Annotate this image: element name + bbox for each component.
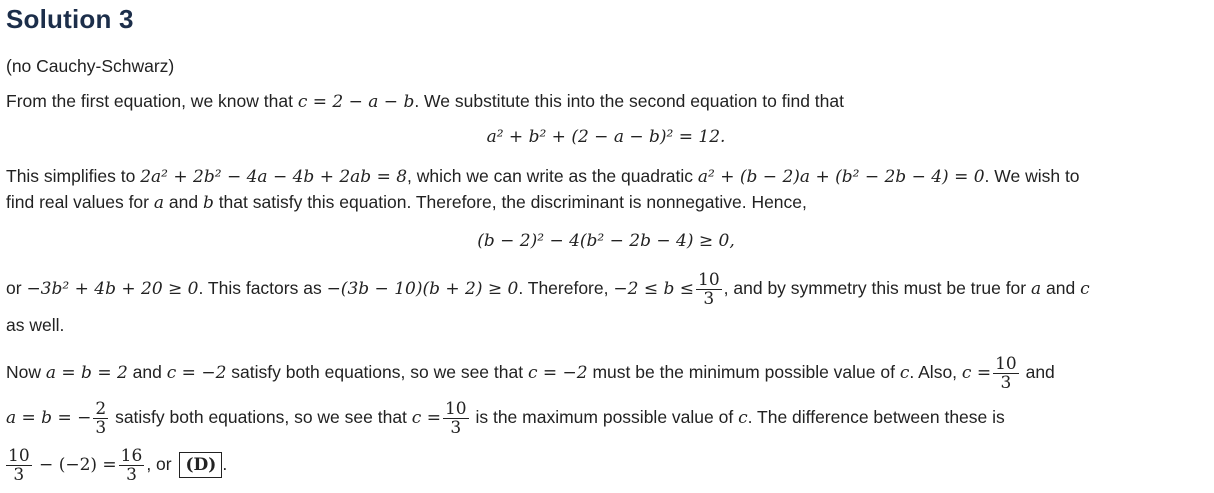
p2-line2-b: and (164, 192, 203, 212)
p4-math-g: − (−2) = (33, 455, 117, 475)
p3-text-e: and (1041, 278, 1081, 298)
fraction-denominator: 3 (703, 288, 715, 309)
p1-math-a: c = 2 − a − b (297, 92, 415, 112)
p2-line2-c: that satisfy this equation. Therefore, the discriminant is nonnegative. Hence, (213, 192, 807, 212)
answer-box: (D) (179, 452, 222, 478)
p4-math-f: c = (411, 408, 441, 428)
fraction-numerator: 10 (444, 398, 467, 419)
p1-text-a: From the first equation, we know that (6, 91, 298, 111)
fraction-ten-thirds (6, 447, 32, 484)
p2-var-a: a (153, 193, 164, 213)
paragraph-3-line-1 (6, 266, 1090, 311)
p4-text-g: satisfy both equations, so we see that (110, 407, 412, 427)
p4-var-c: c (899, 363, 910, 383)
p4-text-j: , or (146, 454, 177, 474)
fraction-numerator: 10 (698, 269, 720, 290)
paragraph-3-line-2 (6, 313, 64, 337)
p2-text-a: This simplifies to (6, 166, 141, 186)
p3-text-d: , and by symmetry this must be true for (723, 278, 1031, 298)
fraction-denominator: 3 (1000, 372, 1012, 393)
equation-1: a² + b² + (2 − a − b)² = 12. (486, 127, 726, 147)
p3-line2: as well. (6, 315, 65, 335)
p4-text-h: is the maximum possible value of (470, 407, 739, 427)
p2-text-c: . We wish to (984, 166, 1080, 186)
equation-2: (b − 2)² − 4(b² − 2b − 4) ≥ 0, (477, 231, 735, 251)
p4-math-d: c = (961, 363, 992, 383)
fraction-sixteen-thirds (119, 447, 145, 484)
p4-math-b: c = −2 (166, 363, 227, 383)
paragraph-4-line-2 (6, 395, 1005, 440)
p3-text-a: or (6, 278, 27, 298)
p4-math-c: c = −2 (527, 363, 588, 383)
p3-math-b: −(3b − 10)(b + 2) ≥ 0 (326, 279, 519, 299)
p4-text-a: Now (6, 362, 46, 382)
p2-math-b: a² + (b − 2)a + (b² − 2b − 4) = 0 (697, 167, 985, 187)
fraction-ten-thirds (443, 400, 469, 437)
paragraph-2-line-2 (6, 190, 807, 215)
fraction-numerator: 10 (995, 353, 1017, 374)
p4-text-k: . (222, 454, 228, 474)
paragraph-4-line-3 (6, 442, 227, 487)
p3-math-a: −3b² + 4b + 20 ≥ 0 (26, 279, 199, 299)
paragraph-4-line-1 (6, 348, 1055, 397)
fraction-ten-thirds (696, 271, 722, 308)
p4-math-e: a = b = − (6, 408, 92, 428)
p2-line2-a: find real values for (6, 192, 154, 212)
p3-var-a: a (1030, 279, 1042, 299)
fraction-two-thirds (93, 400, 108, 437)
paragraph-2-line-1 (6, 164, 1080, 189)
fraction-denominator: 3 (450, 417, 462, 438)
fraction-denominator: 3 (13, 464, 25, 485)
p3-var-c: c (1080, 279, 1090, 299)
fraction-numerator: 2 (95, 398, 107, 419)
fraction-ten-thirds (993, 355, 1019, 392)
p4-text-i: . The difference between these is (747, 407, 1005, 427)
p4-var-c2: c (738, 408, 748, 428)
p4-text-b: and (127, 362, 167, 382)
p2-text-b: , which we can write as the quadratic (407, 166, 698, 186)
note-text: (no Cauchy-Schwarz) (6, 56, 175, 76)
paragraph-1 (6, 89, 844, 114)
p4-text-c: satisfy both equations, so we see that (226, 362, 528, 382)
p1-text-b: . We substitute this into the second equation to find that (414, 91, 845, 111)
p2-math-a: 2a² + 2b² − 4a − 4b + 2ab = 8 (140, 167, 408, 187)
p4-text-e: . Also, (909, 362, 962, 382)
fraction-numerator: 16 (120, 445, 143, 466)
note-line (6, 54, 174, 78)
p3-math-c: −2 ≤ b ≤ (613, 279, 695, 299)
fraction-denominator: 3 (126, 464, 137, 485)
p4-text-d: must be the minimum possible value of (587, 362, 900, 382)
p4-math-a: a = b = 2 (45, 363, 128, 383)
p3-text-c: . Therefore, (518, 278, 614, 298)
solution-heading: Solution 3 (6, 4, 134, 34)
fraction-denominator: 3 (95, 417, 107, 438)
fraction-numerator: 10 (8, 445, 30, 466)
p4-text-f: and (1020, 362, 1055, 382)
p2-var-b: b (202, 193, 214, 213)
p3-text-b: . This factors as (198, 278, 327, 298)
